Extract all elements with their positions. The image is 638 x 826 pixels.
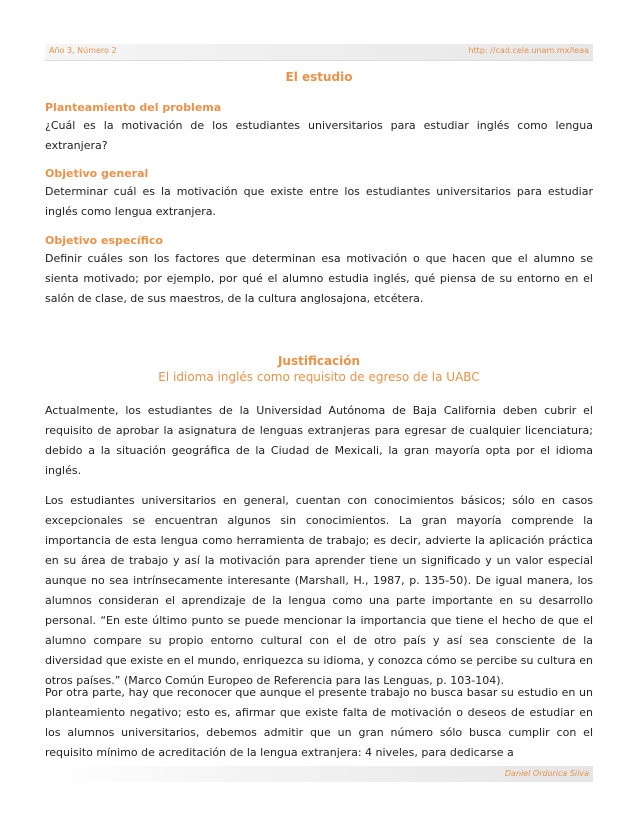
page-footer: [45, 766, 593, 782]
section-subtitle: El idioma inglés como requisito de egreso de la UABC: [158, 370, 480, 384]
paragraph-justificacion-2: Los estudiantes universitarios en general, cuentan con conocimientos básicos; sólo en casos excepcionales se encuentran algunos sin conocimientos. La gran mayoría comprende la importancia de esta lengua como herramienta de trabajo; es decir, advierte la aplicación práctica en su área de trabajo y así la motivación para aprender tiene un significado y un valor especial aunque no sea intrínsecamente interesante (Marshall, H., 1987, p. 135-50). De igual manera, los alumnos consideran el aprendizaje de la lengua como una parte importante en su desarrollo personal. “En este último punto se puede mencionar la importancia que tiene el hecho de que el alumno compare su propio entorno cultural con el de otro país y así sea consciente de la diversidad que existe en el mundo, enriquezca su idioma, y conozca cómo se percibe su cultura en otros países.” (Marco Común Europeo de Referencia para las Lenguas, p. 103-104).: [45, 494, 593, 687]
paragraph-justificacion-3: Por otra parte, hay que reconocer que aunque el presente trabajo no busca basar su estudio en un planteamiento negativo; esto es, afirmar que existe falta de motivación o deseos de estudiar en los alumnos universitarios, debemos admitir que un gran número sólo busca cumplir con el requisito mínimo de acreditación de la lengua extranjera: 4 niveles, para dedicarse a: [45, 686, 593, 759]
heading-objetivo-especifico: Objetivo específico: [45, 234, 163, 247]
page-header: [45, 44, 593, 61]
paragraph-objetivo-especifico: Definir cuáles son los factores que determinan esa motivación o que hacen que el alumno se sienta motivado; por ejemplo, por qué el alumno estudia inglés, qué piensa de su entorno en el salón de clase, de sus maestros, de la cultura anglosajona, etcétera.: [45, 252, 593, 305]
section-title-justificacion: Justificación: [277, 354, 361, 368]
issue-label: Año 3, Número 2: [49, 46, 117, 55]
paragraph-planteamiento: ¿Cuál es la motivación de los estudiantes universitarios para estudiar inglés como lengua extranjera?: [45, 119, 593, 152]
heading-planteamiento: Planteamiento del problema: [45, 101, 222, 114]
section-title-estudio: El estudio: [285, 70, 353, 84]
heading-objetivo-general: Objetivo general: [45, 167, 149, 180]
paragraph-justificacion-1: Actualmente, los estudiantes de la Universidad Autónoma de Baja California deben cubrir el requisito de aprobar la asignatura de lenguas extranjeras para egresar de cualquier licenciatura; debido a la situación geográfica de la Ciudad de Mexicali, la gran mayoría opta por el idioma inglés.: [45, 404, 593, 477]
paragraph-objetivo-general: Determinar cuál es la motivación que existe entre los estudiantes universitarios para estudiar inglés como lengua extranjera.: [45, 185, 593, 218]
journal-url[interactable]: http: //cad.cele.unam.mx/leaa: [468, 46, 589, 55]
author-name: Daniel Ordorica Silva: [504, 769, 589, 778]
